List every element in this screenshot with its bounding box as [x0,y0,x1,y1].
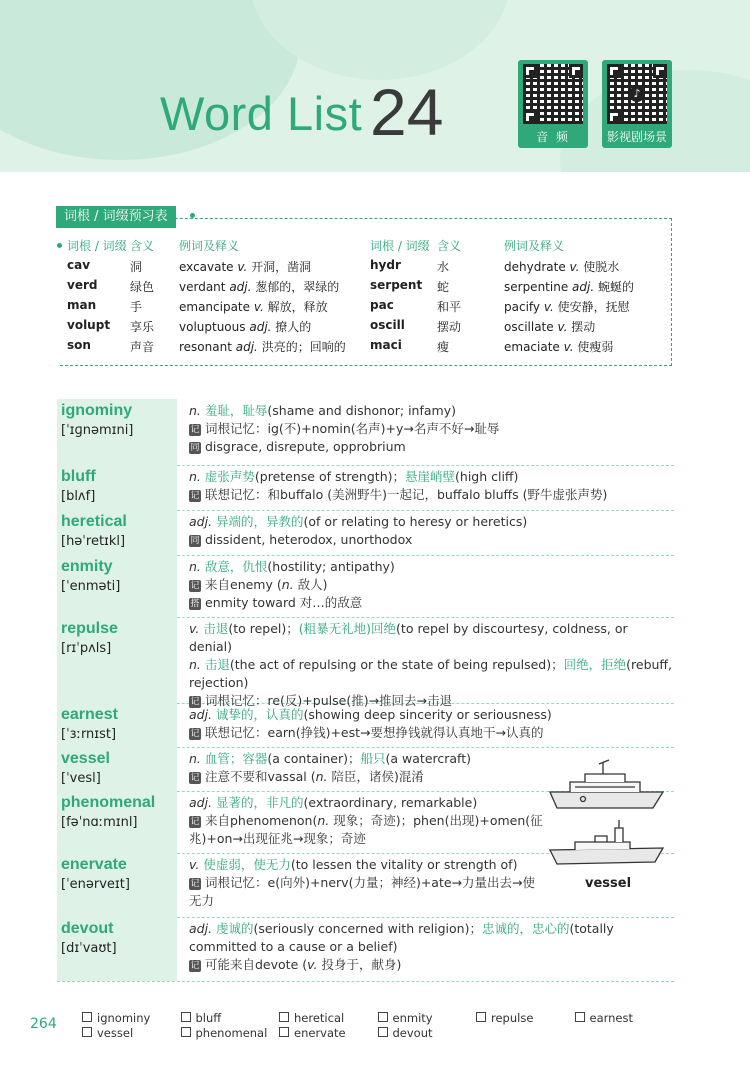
definition-line [189,874,544,910]
checkbox-icon[interactable] [378,1027,388,1037]
audio-qr-code[interactable] [518,60,588,148]
definition-text: 现象；奇迹)；phen(出现)+omen(征兆)+on→出现征兆→现象；奇迹 [189,813,543,846]
chinese-gloss: 显著的，非凡的 [216,795,304,810]
pronunciation: [ˈɜːrnɪst] [61,727,117,742]
chinese-gloss: 击退 [204,657,230,672]
word-entry-enmity [57,555,674,618]
headword: enmity [61,558,113,575]
definition-text: (a watercraft) [385,751,472,766]
chinese-gloss: 异端的，异教的 [216,514,304,529]
example-pos: v. [569,260,580,274]
definition-line [189,706,674,724]
preview-root: man [67,298,97,312]
checklist-item[interactable] [575,1011,634,1025]
part-of-speech: adj. [189,921,217,936]
headword: bluff [61,468,96,485]
pronunciation: [ˈenməti] [61,579,121,594]
definition-line [189,576,674,594]
preview-column-header: 含义 [437,239,462,253]
example-word: oscillate [504,320,554,334]
word-entry-ignominy [57,399,674,466]
word-entry-earnest [57,703,674,748]
definition-text: (the act of repulsing or the state of being repulsed)； [229,657,564,672]
entry-definition [189,513,674,549]
word-entry-bluff [57,465,674,511]
preview-root: cav [67,258,91,272]
checkbox-icon[interactable] [82,1027,92,1037]
checklist-word: ignominy [97,1011,151,1025]
part-of-speech: v. [307,957,318,972]
part-of-speech: v. [189,857,204,872]
definition-text: (pretense of strength)； [254,469,405,484]
part-of-speech: n. [189,751,205,766]
preview-root: son [67,338,91,352]
note-tag-icon: 记 [190,961,200,971]
note-tag-icon: 记 [190,773,200,783]
definition-line [189,420,674,438]
definition-line [189,468,674,486]
page-title: Word List [160,87,363,140]
example-definition: 解放，释放 [267,300,328,314]
entry-word-column [57,703,177,747]
headword: earnest [61,706,118,723]
part-of-speech: adj. [189,795,217,810]
preview-example [504,318,595,335]
entry-word-column [57,465,177,510]
preview-meaning: 摆动 [437,320,462,334]
entry-word-column [57,853,177,917]
definition-line [189,812,544,848]
definition-text: 投身于，献身) [317,957,402,972]
headword: phenomenal [61,794,156,811]
entry-definition [189,402,674,456]
preview-example [179,298,328,315]
checklist-word: enmity [392,1011,433,1025]
definition-line [189,558,674,576]
definition-line [189,794,544,812]
entry-word-column [57,917,177,981]
definition-text: 词根记忆：ig(不)+nomin(名声)+y→名声不好→耻辱 [205,421,500,436]
preview-example [179,278,339,295]
preview-root: serpent [370,278,423,292]
preview-example [179,318,311,335]
note-tag-icon: 记 [190,879,200,889]
preview-column-header: 词根 / 词缀 [370,239,430,253]
preview-root: pac [370,298,394,312]
example-pos: v. [237,260,248,274]
preview-heading: 词根 / 词缀预习表 [56,206,176,228]
entry-definition [189,856,544,910]
example-definition: 开洞，凿洞 [251,260,312,274]
definition-line [189,920,674,956]
entry-definition [189,468,674,504]
chinese-gloss: 血管；容器 [204,751,268,766]
definition-text: (high cliff) [455,469,519,484]
entry-definition [189,706,674,742]
entry-word-column [57,510,177,555]
definition-text: (to repel)； [228,621,299,636]
checklist-item[interactable] [181,1026,268,1040]
checkbox-icon[interactable] [279,1012,289,1022]
example-definition: 蜿蜒的 [597,280,634,294]
entry-word-column [57,747,177,791]
example-word: resonant [179,340,232,354]
definition-line [189,531,674,549]
definition-text: 陪臣，诸侯)混淆 [327,769,424,784]
note-tag-icon: 同 [190,443,200,453]
checklist-item[interactable] [82,1026,133,1040]
definition-line [189,620,674,656]
example-pos: adj. [572,280,595,294]
entry-word-column [57,791,177,853]
definition-text: 联想记忆：和buffalo (美洲野牛)一起记，buffalo bluffs (野牛虚张声势) [205,487,608,502]
preview-meaning: 手 [130,300,143,314]
definition-text: 来自phenomenon( [205,813,318,828]
example-pos: adj. [249,320,272,334]
headword: repulse [61,620,118,637]
preview-root: oscill [370,318,405,332]
checklist-word: bluff [195,1011,222,1025]
definition-text: (totally committed to a cause or a belief) [189,921,614,954]
preview-meaning: 蛇 [437,280,450,294]
checklist-word: heretical [294,1011,345,1025]
note-tag-icon: 记 [190,697,200,707]
word-entry-devout [57,917,674,982]
part-of-speech: n. [189,469,205,484]
preview-example [504,298,630,315]
checklist-word: vessel [97,1026,134,1040]
entry-definition [189,794,544,848]
part-of-speech: n. [189,403,205,418]
definition-line [189,402,674,420]
preview-root: verd [67,278,98,292]
chinese-gloss: 虚张声势 [204,469,255,484]
checklist-word: phenomenal [195,1026,268,1040]
definition-text: disgrace, disrepute, opprobrium [205,439,406,454]
note-tag-icon: 记 [190,425,200,435]
note-tag-icon: 搭 [190,599,200,609]
pronunciation: [dɪˈvaʊt] [61,941,117,956]
example-word: serpentine [504,280,569,294]
definition-text: 注意不要和vassal ( [205,769,316,784]
page-number: 264 [30,1016,57,1032]
headword: ignominy [61,402,133,419]
part-of-speech: n. [189,657,205,672]
preview-example [179,338,346,355]
headword: vessel [61,750,110,767]
checklist-item[interactable] [378,1011,433,1025]
example-definition: 使安静，抚慰 [557,300,630,314]
preview-example [504,258,619,275]
example-word: pacify [504,300,541,314]
example-definition: 使瘦弱 [577,340,614,354]
qr-code-icon [523,64,583,124]
example-word: excavate [179,260,234,274]
checkbox-icon[interactable] [378,1012,388,1022]
preview-example [504,278,634,295]
definition-text: (seriously concerned with religion)； [253,921,482,936]
chinese-gloss: 虔诚的 [216,921,254,936]
definition-text: (shame and dishonor; infamy) [267,403,456,418]
definition-text: (to lessen the vitality or strength of) [290,857,518,872]
part-of-speech: v. [189,621,204,636]
definition-text: 词根记忆：e(向外)+nerv(力量；神经)+ate→力量出去→使无力 [189,875,535,908]
word-entry-repulse [57,617,674,708]
part-of-speech: n. [315,769,328,784]
checklist-item[interactable] [279,1011,344,1025]
preview-meaning: 瘦 [437,340,450,354]
example-definition: 摆动 [571,320,596,334]
checklist-word: repulse [491,1011,534,1025]
example-word: emaciate [504,340,560,354]
checklist-item[interactable] [378,1026,433,1040]
chinese-gloss: 船只 [360,751,386,766]
entry-definition [189,920,674,974]
ship-icon [545,750,670,875]
note-tag-icon: 记 [190,729,200,739]
definition-line [189,438,674,456]
preview-root: hydr [370,258,401,272]
preview-meaning: 绿色 [130,280,155,294]
part-of-speech: n. [317,813,330,828]
preview-meaning: 和平 [437,300,462,314]
preview-column-header: 词根 / 词缀 [67,239,127,253]
qr-label: 音 频 [536,130,570,144]
chinese-gloss: 击退 [203,621,229,636]
chinese-gloss: 悬崖峭壁 [405,469,456,484]
video-qr-code[interactable] [602,60,672,148]
music-note-icon: ♪ [629,86,645,102]
checklist-word: devout [392,1026,433,1040]
pronunciation: [ˈvesl] [61,771,101,786]
entry-word-column [57,555,177,617]
definition-line [189,594,674,612]
preview-example [179,258,311,275]
checkbox-icon[interactable] [575,1012,585,1022]
definition-text: (extraordinary, remarkable) [303,795,478,810]
illustration-caption: vessel [585,876,632,891]
example-definition: 洪亮的；回响的 [261,340,346,354]
pronunciation: [fəˈnɑːmɪnl] [61,815,138,830]
headword: enervate [61,856,127,873]
preview-root: maci [370,338,402,352]
word-list-number: 24 [370,75,444,149]
example-definition: 使脱水 [583,260,620,274]
checkbox-icon[interactable] [279,1027,289,1037]
checklist-item[interactable] [279,1026,346,1040]
checkbox-icon[interactable] [82,1012,92,1022]
preview-meaning: 享乐 [130,320,155,334]
definition-text: enmity toward 对…的敌意 [205,595,363,610]
preview-column-header: 例词及释义 [179,239,240,253]
checkbox-icon[interactable] [476,1012,486,1022]
checklist-word: enervate [294,1026,346,1040]
chinese-gloss: (粗暴无礼地)回绝 [298,621,397,636]
chinese-gloss: 忠诚的，忠心的 [481,921,570,936]
pronunciation: [ˈenərveɪt] [61,877,130,892]
example-definition: 撩人的 [275,320,312,334]
definition-line [189,656,674,692]
pronunciation: [həˈretɪkl] [61,534,126,549]
dot-decoration [190,213,195,218]
definition-text: (showing deep sincerity or seriousness) [303,707,552,722]
entry-word-column [57,617,177,703]
preview-meaning: 洞 [130,260,143,274]
example-pos: v. [563,340,574,354]
pronunciation: [rɪˈpʌls] [61,641,112,656]
example-word: verdant [179,280,226,294]
note-tag-icon: 记 [190,491,200,501]
checklist-item[interactable] [82,1011,150,1025]
definition-line [189,724,674,742]
preview-meaning: 声音 [130,340,155,354]
example-pos: adj. [235,340,258,354]
qr-label: 影视剧场景 [606,130,667,144]
preview-column-header: 含义 [130,239,155,253]
qr-code-icon [607,64,667,124]
definition-text: (hostility; antipathy) [267,559,395,574]
definition-line [189,513,674,531]
example-definition: 葱郁的，翠绿的 [255,280,340,294]
entry-word-column [57,399,177,465]
word-entry-heretical [57,510,674,556]
chinese-gloss: 诚挚的，认真的 [216,707,304,722]
definition-text: 敌人) [293,577,328,592]
part-of-speech: n. [281,577,294,592]
preview-root: volupt [67,318,111,332]
chinese-gloss: 敌意，仇恨 [204,559,268,574]
definition-text: (a container)； [267,751,361,766]
entry-definition [189,558,674,612]
definition-text: dissident, heterodox, unorthodox [205,532,413,547]
preview-example [504,338,613,355]
preview-column-header: 例词及释义 [504,239,565,253]
definition-text: (to repel by discourtesy, coldness, or denial) [189,621,628,654]
example-pos: v. [543,300,554,314]
headword: heretical [61,513,127,530]
definition-text: 词根记忆：re(反)+pulse(推)→推回去→击退 [205,693,453,708]
definition-text: (rebuff, rejection) [189,657,673,690]
example-pos: v. [253,300,264,314]
headword: devout [61,920,114,937]
part-of-speech: n. [189,559,205,574]
entry-definition [189,620,674,710]
example-pos: adj. [229,280,252,294]
definition-line [189,856,544,874]
checkbox-icon[interactable] [181,1012,191,1022]
example-word: dehydrate [504,260,566,274]
chinese-gloss: 羞耻，耻辱 [204,403,268,418]
note-tag-icon: 记 [190,581,200,591]
chinese-gloss: 使虚弱，使无力 [203,857,291,872]
pronunciation: [blʌf] [61,489,96,504]
checkbox-icon[interactable] [181,1027,191,1037]
definition-text: 可能来自devote ( [205,957,308,972]
part-of-speech: adj. [189,514,217,529]
preview-meaning: 水 [437,260,450,274]
definition-text: 联想记忆：earn(挣钱)+est→要想挣钱就得认真地干→认真的 [205,725,544,740]
example-word: voluptuous [179,320,246,334]
part-of-speech: adj. [189,707,217,722]
note-tag-icon: 同 [190,536,200,546]
chinese-gloss: 回绝，拒绝 [563,657,627,672]
definition-text: 来自enemy ( [205,577,282,592]
definition-text: (of or relating to heresy or heretics) [303,514,528,529]
checklist-item[interactable] [476,1011,533,1025]
checklist-item[interactable] [181,1011,222,1025]
example-pos: v. [557,320,568,334]
pronunciation: [ˈɪɡnəmɪni] [61,423,134,438]
note-tag-icon: 记 [190,817,200,827]
dot-decoration [57,243,62,248]
checklist-word: earnest [589,1011,634,1025]
definition-line [189,486,674,504]
definition-line [189,956,674,974]
example-word: emancipate [179,300,251,314]
